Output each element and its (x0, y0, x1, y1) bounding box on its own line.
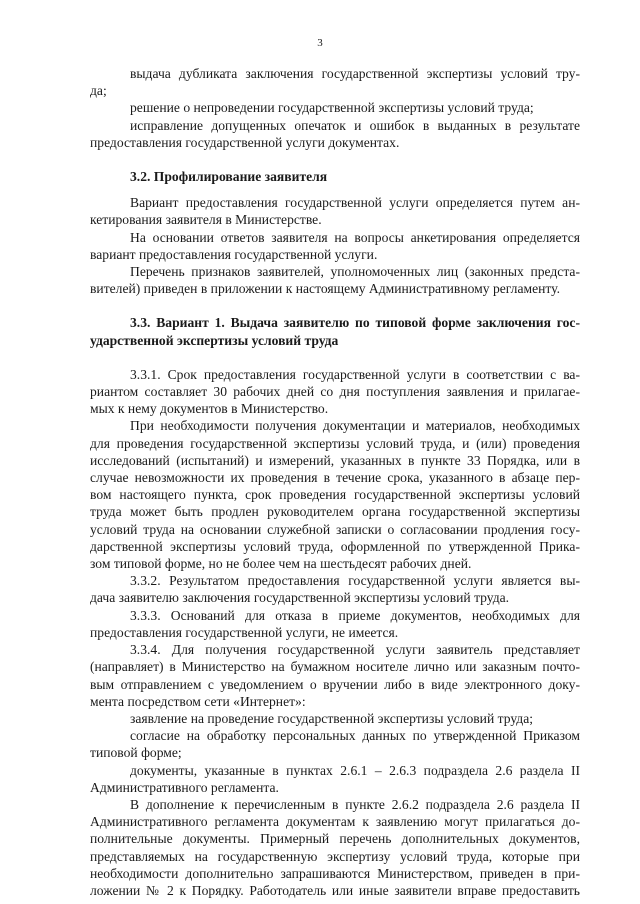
text-line: предоставления государственной услуги, не имеется. (90, 624, 399, 640)
paragraph (90, 572, 580, 606)
text-line: согласие на обработку персональных данных по утвержденной Приказом (130, 728, 580, 744)
text-line: кетирования заявителя в Министерстве. (90, 212, 322, 228)
text-line: 3.3.1. Срок предоставления государственной услуги в соответствии с ва- (130, 366, 580, 382)
text-line: да; (90, 83, 107, 99)
text-line: В дополнение к перечисленным в пункте 2.6.2 подраздела 2.6 раздела II (130, 796, 580, 812)
text-line: вителей) приведен в приложении к настоящему Административному регламенту. (90, 281, 560, 297)
page-number: 3 (317, 37, 323, 49)
text-line: Перечень признаков заявителей, уполномоченных лиц (законных предста- (130, 264, 580, 280)
section-heading: 3.3. Вариант 1. Выдача заявителю по типовой форме заключения гос- (130, 315, 580, 331)
text-line: 3.3.4. Для получения государственной услуги заявитель представляет (130, 642, 580, 658)
text-line: При необходимости получения документации и материалов, необходимых (130, 418, 580, 434)
text-line: представляемых на государственную экспертизу условий труда, которые при (90, 848, 580, 864)
section-heading: 3.2. Профилирование заявителя (130, 169, 328, 185)
text-line: Административного регламента документам к заявлению могут прилагаться до- (90, 814, 580, 830)
page-content (90, 65, 580, 899)
text-line: 3.3.2. Результатом предоставления государственной услуги является вы- (130, 573, 580, 589)
text-line: условий труда на основании служебной записки о согласовании продления госу- (90, 521, 580, 537)
text-line: 3.3.3. Оснований для отказа в приеме документов, необходимых для (130, 607, 580, 623)
text-line: труда может быть продлен руководителем органа государственной экспертизы (90, 504, 580, 520)
paragraph (90, 417, 580, 572)
list-item: заявление на проведение государственной экспертизы условий труда; (130, 710, 534, 726)
paragraph (90, 641, 580, 710)
list-item (90, 762, 580, 796)
text-line: мента посредством сети «Интернет»: (90, 693, 306, 709)
text-line: полнительные документы. Примерный перечень дополнительных документов, (90, 831, 580, 847)
text-line: Вариант предоставления государственной услуги определяется путем ан- (130, 195, 580, 211)
text-line: вом настоящего пункта, срок проведения государственной экспертизы условий (90, 487, 580, 503)
text-line: исследований (испытаний) и измерений, указанных в пункте 33 Порядка, или в (90, 452, 580, 468)
text-line: вариант предоставления государственной услуги. (90, 246, 378, 262)
paragraph (90, 796, 580, 899)
text-line: дача заявителю заключения государственной экспертизы условий труда. (90, 590, 510, 606)
text-line: выдача дубликата заключения государственной экспертизы условий тру- (130, 66, 580, 81)
paragraph (90, 366, 580, 418)
text-line: документы, указанные в пунктах 2.6.1 – 2.6.3 подраздела 2.6 раздела II (130, 762, 580, 778)
text-line: предоставления государственной услуги документах. (90, 134, 400, 150)
text-line: решение о непроведении государственной экспертизы условий труда; (130, 100, 534, 116)
section-heading: ударственной экспертизы условий труда (90, 332, 339, 348)
list-item (90, 727, 580, 761)
paragraph (90, 607, 580, 641)
text-line: Административного регламента. (90, 779, 279, 795)
text-line: дарственной экспертизы условий труда, оформленной по утвержденной Прика- (90, 538, 580, 554)
text-line: исправление допущенных опечаток и ошибок в выданных в результате (130, 117, 580, 133)
text-line: для проведения государственной экспертизы условий труда, и (или) проведения (90, 435, 580, 451)
text-line: ложении № 2 к Порядку. Работодатель или иные заявители вправе предоставить (90, 882, 580, 898)
text-line: случае невозможности их проведения в течение срока, указанного в абзаце пер- (90, 470, 580, 486)
text-line: На основании ответов заявителя на вопросы анкетирования определяется (130, 229, 580, 245)
text-line: необходимости дополнительно запрашиваются Министерством, приведен в при- (90, 865, 580, 881)
text-line: зом типовой форме, но не более чем на шестьдесят рабочих дней. (90, 556, 472, 572)
text-line: (направляет) в Министерство на бумажном носителе лично или заказным почто- (90, 659, 580, 675)
text-line: вым отправлением с уведомлением о вручении либо в виде электронного доку- (90, 676, 580, 692)
text-line: типовой форме; (90, 745, 182, 761)
text-line: мых к нему документов в Министерство. (90, 401, 329, 417)
text-line: риантом составляет 30 рабочих дней со дня поступления заявления и прилагае- (90, 384, 580, 400)
